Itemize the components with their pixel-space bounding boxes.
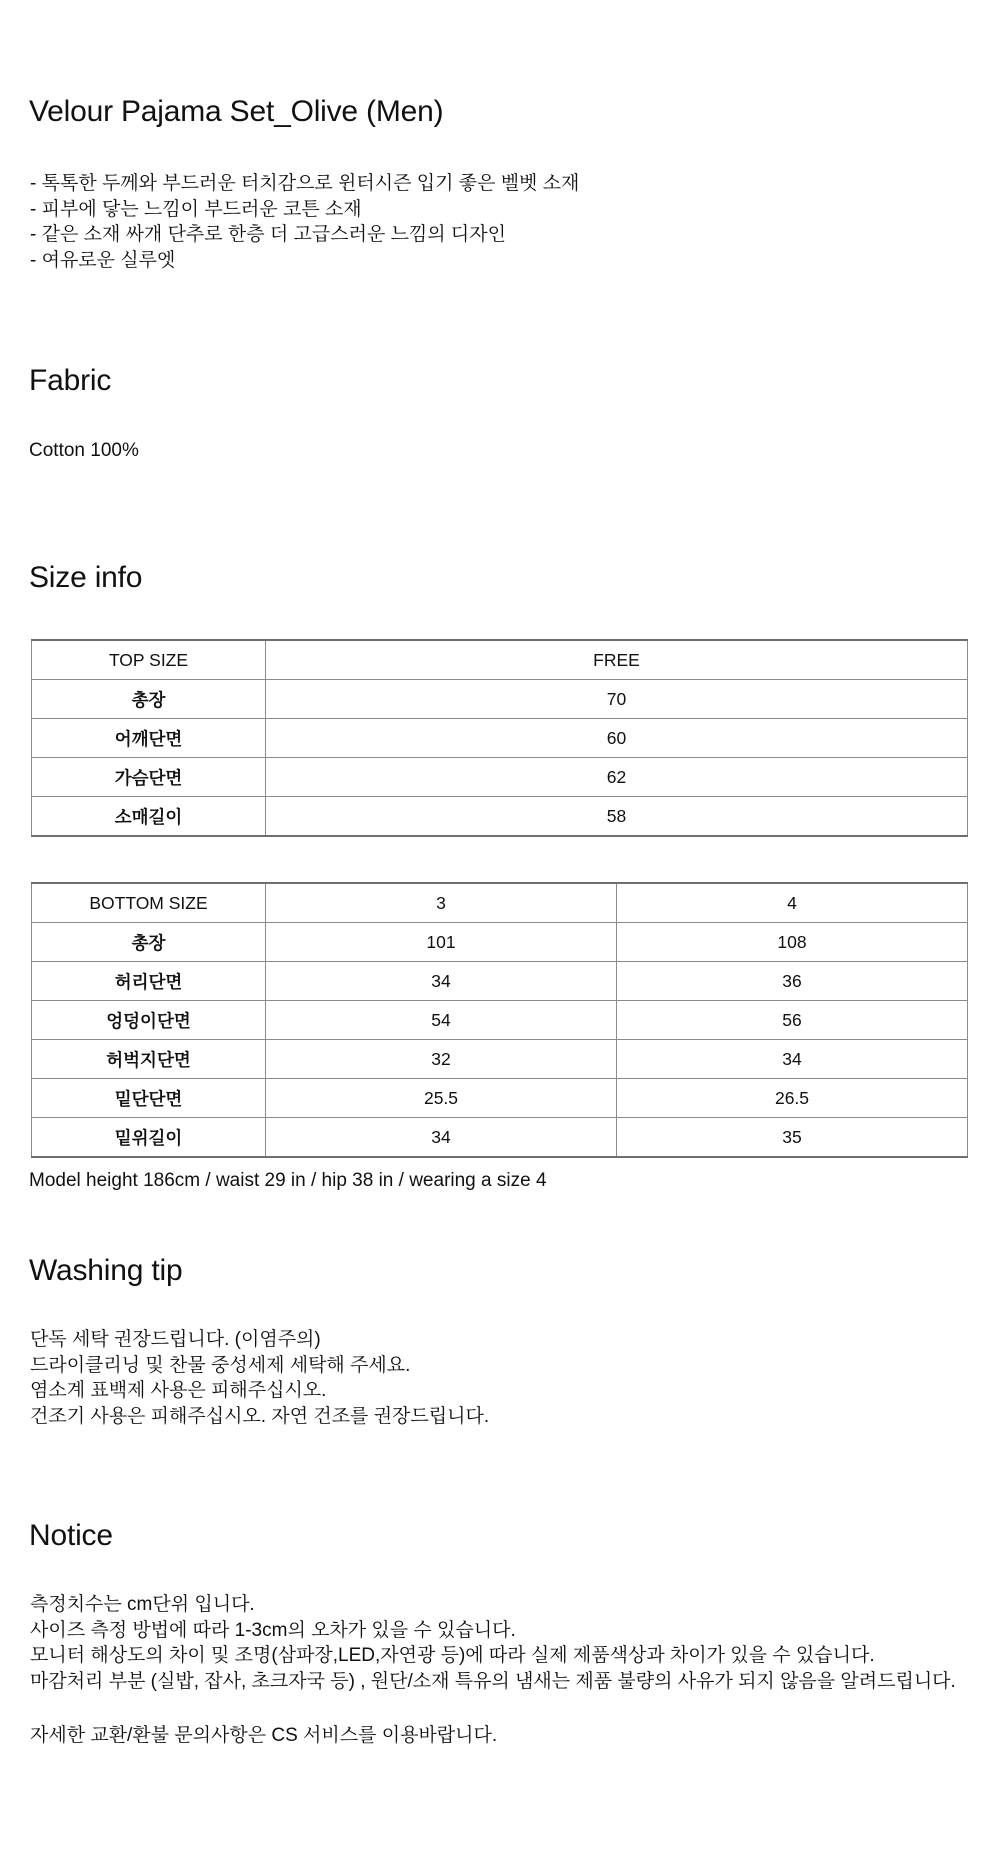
washing-tip-list [30, 1327, 489, 1429]
table-cell: 25.5 [266, 1079, 617, 1118]
table-cell: 36 [617, 962, 968, 1001]
notice-list [30, 1592, 956, 1694]
row-label: 총장 [32, 680, 266, 719]
table-header-row [32, 640, 968, 680]
washing-tip-line: 단독 세탁 권장드립니다. (이염주의) [30, 1329, 321, 1350]
table-row [32, 719, 968, 758]
washing-tip-line: 염소계 표백제 사용은 피해주십시오. [30, 1380, 327, 1401]
table-header-cell: 4 [617, 883, 968, 923]
notice-line: 모니터 해상도의 차이 및 조명(삼파장,LED,자연광 등)에 따라 실제 제품색상과 차이가 있을 수 있습니다. [30, 1645, 875, 1666]
table-row [32, 1040, 968, 1079]
table-cell: 35 [617, 1118, 968, 1158]
row-label: 가슴단면 [32, 758, 266, 797]
size-info-heading: Size info [29, 561, 143, 594]
table-header-cell: BOTTOM SIZE [32, 883, 266, 923]
table-cell: 60 [266, 719, 968, 758]
notice-line: 마감처리 부분 (실밥, 잡사, 초크자국 등) , 원단/소재 특유의 냄새는 제품 불량의 사유가 되지 않음을 알려드립니다. [30, 1670, 956, 1692]
table-cell: 108 [617, 923, 968, 962]
table-cell: 101 [266, 923, 617, 962]
washing-tip-line: 드라이클리닝 및 찬물 중성세제 세탁해 주세요. [30, 1354, 411, 1376]
table-cell: 56 [617, 1001, 968, 1040]
table-row [32, 680, 968, 719]
feature-item: - 여유로운 실루엣 [30, 249, 176, 271]
table-row [32, 1001, 968, 1040]
feature-list [30, 171, 579, 273]
table-header-cell: TOP SIZE [32, 640, 266, 680]
table-cell: 26.5 [617, 1079, 968, 1118]
bottom-size-table [31, 882, 968, 1158]
row-label: 밑단단면 [32, 1079, 266, 1118]
table-row [32, 758, 968, 797]
table-cell: 32 [266, 1040, 617, 1079]
fabric-heading: Fabric [29, 364, 112, 397]
notice-line: 사이즈 측정 방법에 따라 1-3cm의 오차가 있을 수 있습니다. [30, 1619, 516, 1641]
row-label: 허벅지단면 [32, 1040, 266, 1079]
feature-item: - 피부에 닿는 느낌이 부드러운 코튼 소재 [30, 198, 362, 220]
table-header-cell: 3 [266, 883, 617, 923]
notice-heading: Notice [29, 1519, 113, 1552]
table-cell: 34 [617, 1040, 968, 1079]
table-row [32, 1079, 968, 1118]
table-row [32, 962, 968, 1001]
product-title: Velour Pajama Set_Olive (Men) [29, 95, 444, 128]
table-cell: 62 [266, 758, 968, 797]
top-size-table [31, 639, 968, 837]
washing-tip-heading: Washing tip [29, 1254, 183, 1287]
table-cell: 58 [266, 797, 968, 837]
table-cell: 70 [266, 680, 968, 719]
row-label: 총장 [32, 923, 266, 962]
table-cell: 34 [266, 962, 617, 1001]
table-header-cell: FREE [266, 640, 968, 680]
row-label: 허리단면 [32, 962, 266, 1001]
washing-tip-line: 건조기 사용은 피해주십시오. 자연 건조를 권장드립니다. [30, 1405, 490, 1427]
table-row [32, 797, 968, 837]
row-label: 밑위길이 [32, 1118, 266, 1158]
notice-footer: 자세한 교환/환불 문의사항은 CS 서비스를 이용바랍니다. [30, 1725, 498, 1746]
table-cell: 34 [266, 1118, 617, 1158]
feature-item: - 톡톡한 두께와 부드러운 터치감으로 윈터시즌 입기 좋은 벨벳 소재 [30, 173, 580, 194]
table-header-row [32, 883, 968, 923]
row-label: 어깨단면 [32, 719, 266, 758]
row-label: 엉덩이단면 [32, 1001, 266, 1040]
fabric-text: Cotton 100% [29, 440, 139, 461]
table-row [32, 1118, 968, 1158]
row-label: 소매길이 [32, 797, 266, 837]
notice-line: 측정치수는 cm단위 입니다. [30, 1594, 255, 1615]
model-size-note: Model height 186cm / waist 29 in / hip 38 in / wearing a size 4 [29, 1170, 547, 1191]
table-cell: 54 [266, 1001, 617, 1040]
table-row [32, 923, 968, 962]
feature-item: - 같은 소재 싸개 단추로 한층 더 고급스러운 느낌의 디자인 [30, 224, 506, 245]
